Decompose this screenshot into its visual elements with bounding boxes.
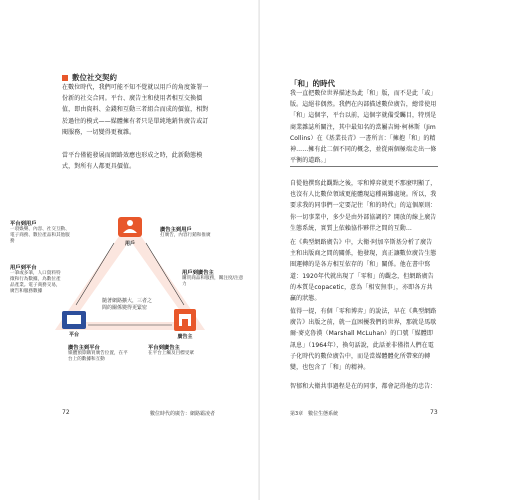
advertiser-icon-door bbox=[182, 319, 188, 326]
right-page-number: 73 bbox=[430, 409, 438, 416]
label-title: 廣告主到平台 bbox=[68, 345, 100, 351]
left-paragraph-1: 在數位時代，我們可能不知不覺就以用戶的角度簽署一份新的社交合同。平台、廣告主和使用者相互交換價值，即由資料、金錢和互動三者組合而成的價值，相對於過往的模式——媒體擁有者只是單純地銷售廣告或訂閱服務，一切變得更複雜。 bbox=[62, 84, 209, 136]
label-body: 一項娛樂、內容、社交互動、電子商務、數位產品和其他服務 bbox=[10, 227, 70, 244]
label-body: 打廣告，內容行銷和推廣 bbox=[160, 233, 211, 238]
label-body: 媒體預算購買廣告位置，在平台上的數據和互動 bbox=[68, 351, 128, 362]
label-platform-to-user bbox=[10, 221, 72, 245]
platform-icon-screen bbox=[67, 315, 81, 324]
label-user-to-advertiser bbox=[182, 270, 244, 288]
label-advertiser-to-user bbox=[160, 227, 222, 239]
node-user-label: 用戶 bbox=[124, 241, 135, 247]
node-platform-label: 平台 bbox=[68, 332, 79, 338]
label-user-to-platform bbox=[10, 265, 64, 295]
right-page bbox=[260, 0, 520, 500]
right-running-footer: 第3章 數位生態系統 bbox=[290, 411, 339, 417]
label-body: 在平台上觸及目標受眾 bbox=[148, 351, 194, 356]
diagram-center-text: 隨著網路擴大，三者之間的關係變得更緊密 bbox=[102, 298, 153, 311]
user-icon-head bbox=[127, 220, 133, 226]
right-paragraph-4: 值得一提，有個「零和博弈」的說法，早在《典型網路廣告》出版之前，就一直困擾我們的世界，那就是馬歇爾·麥克魯漢（Marshall McLuhan）的口號「媒體即訊息」（1964年），換句話說，此話並非僅指人們在電子化時代的數位廣告中，而是當媒體體化所帶來的轉變，也包含了「和」的精神。 bbox=[290, 308, 437, 372]
section-marker-icon bbox=[62, 75, 68, 81]
label-title: 平台到用戶 bbox=[10, 221, 37, 227]
label-title: 用戶到平台 bbox=[10, 265, 37, 271]
node-advertiser-label: 廣告主 bbox=[177, 334, 193, 340]
left-paragraph-2: 當平台僅能發展而網路效應也形成之時，此新動態模式，對所有人都更具價值。 bbox=[62, 152, 203, 171]
label-advertiser-to-platform bbox=[68, 345, 130, 363]
social-contract-diagram bbox=[10, 185, 250, 385]
right-heading: 「和」的時代 bbox=[290, 79, 335, 88]
right-paragraph-3: 在《典型網路廣告》中，大衛·阿加辛斯基分析了廣告主和出版商之間的關係，他發現，真正讓數位廣告生態圈運轉的是各方相互依存的「和」關係。他在書中寫道：1920年代就出現了「零和」的觀念，但網路廣告的本質是copacetic，意為「相安無事」，亦即各方共贏的狀態。 bbox=[290, 239, 437, 303]
right-paragraph-5: 智郁和大衛共事過程是在的同事，都會記得他的忠告： bbox=[290, 383, 437, 390]
left-page-number: 72 bbox=[62, 409, 70, 416]
right-paragraph-1: 我一直把數位世界描述為此「和」版，而不是此「或」版。這絕非偶然。我們在內部描述數位廣告，總常使用「和」這個字，平台以前，這個字就備受矚目，特別是商業雜誌所關注，其中最知名的當屬吉姆·柯林斯（Jim Collins）在《基業長青》一書所言：「擁抱「和」的精神……擁有此二個不同的概念，並從兩個極端走出一條平衡的道路。」 bbox=[290, 90, 437, 165]
left-running-footer: 數位時代的廣告：網路霸凌者 bbox=[150, 411, 216, 417]
label-platform-to-advertiser bbox=[148, 345, 210, 357]
right-paragraph-2: 自從他撰寫此觀點之後，零和博弈就更不那麼明顯了，也沒有人比數位領域更能體現這種兩難處境。所以，我要求我的同事們一定要記住「和的時代」的這個原則：你一切事業中，多少是由外部協調的？開放的線上廣告生態系統，實質上依賴協作夥伴之間的互動… bbox=[290, 180, 437, 232]
label-title: 平台到廣告主 bbox=[148, 345, 180, 351]
label-body: 購買商品和服務，關注度/注意力 bbox=[182, 276, 244, 287]
label-body: 一筆或多筆，人口資料特徵和行為數據，為數位產品產業。電子商務交易，廣告和服務數據 bbox=[10, 271, 61, 294]
label-title: 用戶到廣告主 bbox=[182, 270, 214, 276]
label-title: 廣告主到用戶 bbox=[160, 227, 192, 233]
section-title-text: 數位社交契約 bbox=[72, 73, 117, 82]
divider-rule bbox=[290, 166, 438, 167]
